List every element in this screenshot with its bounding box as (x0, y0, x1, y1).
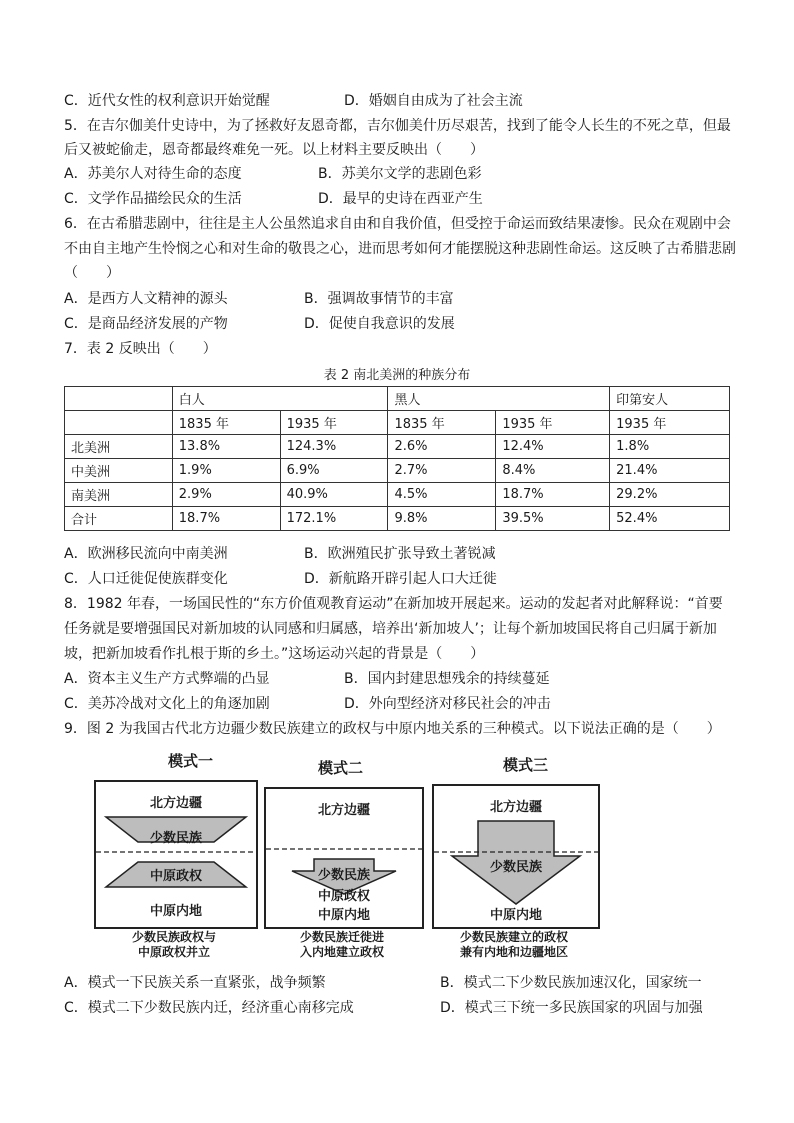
q5-option-d: D．最早的史诗在西亚产生 (318, 191, 483, 207)
q9-option-a: A．模式一下民族关系一直紧张，战争频繁 (64, 975, 326, 991)
value-cell: 29.2% (610, 483, 730, 507)
value-cell: 1.8% (610, 435, 730, 459)
mode1-bottom-label: 中原内地 (149, 904, 202, 919)
q5-option-b: B．苏美尔文学的悲剧色彩 (318, 166, 482, 182)
q9-option-b: B．模式二下少数民族加速汉化，国家统一 (440, 975, 702, 991)
table-caption: 表 2 南北美洲的种族分布 (323, 368, 471, 383)
region-cell: 中美洲 (65, 459, 173, 483)
q7-option-a: A．欧洲移民流向中南美洲 (64, 546, 228, 562)
q4-option-c: C．近代女性的权利意识开始觉醒 (64, 93, 270, 109)
mode1-box (94, 780, 258, 929)
value-cell: 52.4% (610, 507, 730, 531)
q6-option-d: D．促使自我意识的发展 (304, 316, 455, 332)
value-cell: 8.4% (496, 459, 610, 483)
q5-option-a: A．苏美尔人对待生命的态度 (64, 166, 242, 182)
year-cell: 1935 年 (610, 411, 730, 435)
mode1-caption-line2: 中原政权并立 (137, 945, 210, 959)
q9-option-d: D．模式三下统一多民族国家的巩固与加强 (440, 1000, 703, 1016)
value-cell: 18.7% (172, 507, 280, 531)
value-cell: 172.1% (280, 507, 388, 531)
year-cell: 1835 年 (388, 411, 496, 435)
mode2-bottom-label: 中原内地 (317, 908, 370, 923)
value-cell: 124.3% (280, 435, 388, 459)
mode1-title: 模式一 (168, 752, 214, 770)
value-cell: 1.9% (172, 459, 280, 483)
q4-option-d: D．婚姻自由成为了社会主流 (344, 93, 523, 109)
mode3-caption-line1: 少数民族建立的政权 (459, 930, 568, 944)
mode2-caption-line2: 入内地建立政权 (299, 945, 384, 959)
q8-option-b: B．国内封建思想残余的持续蔓延 (344, 671, 550, 687)
value-cell: 6.9% (280, 459, 388, 483)
q6-stem-line3: （ ） (64, 265, 120, 281)
value-cell: 39.5% (496, 507, 610, 531)
q9-option-c: C．模式二下少数民族内迁，经济重心南移完成 (64, 1000, 354, 1016)
q6-stem-line2: 不由自主地产生怜悯之心和对生命的敬畏之心，进而思考如何才能摆脱这种悲剧性命运。这反映了古希腊悲剧 (64, 241, 736, 257)
value-cell: 21.4% (610, 459, 730, 483)
group-header-indigenous: 印第安人 (610, 387, 730, 411)
mode2-box (264, 787, 424, 929)
q8-stem-line1: 8．1982 年春，一场国民性的“东方价值观教育运动”在新加坡开展起来。运动的发起者对此解释说：“首要 (64, 596, 723, 612)
mode3-box (432, 784, 600, 929)
mode3-bottom-label: 中原内地 (489, 908, 542, 923)
mode2-top-label: 北方边疆 (317, 803, 370, 818)
table-year-blank (65, 411, 173, 435)
table-row (65, 459, 730, 483)
value-cell: 18.7% (496, 483, 610, 507)
mode3-top-label: 北方边疆 (489, 800, 542, 815)
table-year-row (65, 411, 730, 435)
mode1-middle-label: 中原政权 (149, 869, 202, 884)
table-header-row (65, 387, 730, 411)
group-header-black: 黑人 (388, 387, 610, 411)
mode2-caption-line1: 少数民族迁徙进 (299, 930, 384, 944)
q9-stem: 9．图 2 为我国古代北方边疆少数民族建立的政权与中原内地关系的三种模式。以下说法正确的是（ ） (64, 721, 721, 737)
region-cell: 合计 (65, 507, 173, 531)
value-cell: 12.4% (496, 435, 610, 459)
mode1-caption-line1: 少数民族政权与 (131, 930, 216, 944)
mode3-arrow-label: 少数民族 (489, 860, 542, 875)
q8-stem-line2: 任务就是要增强国民对新加坡的认同感和归属感，培养出‘新加坡人’；让每个新加坡国民将自己归属于新加 (64, 621, 717, 637)
q8-option-c: C．美苏冷战对文化上的角逐加剧 (64, 696, 270, 712)
q7-option-c: C．人口迁徙促使族群变化 (64, 571, 228, 587)
mode2-middle-label: 中原政权 (317, 889, 370, 904)
race-distribution-table (64, 386, 730, 531)
q6-option-b: B．强调故事情节的丰富 (304, 291, 454, 307)
year-cell: 1935 年 (280, 411, 388, 435)
q5-option-c: C．文学作品描绘民众的生活 (64, 191, 242, 207)
group-header-white: 白人 (172, 387, 388, 411)
mode1-top-label: 北方边疆 (149, 796, 202, 811)
mode2-arrow-label: 少数民族 (317, 868, 370, 883)
value-cell: 2.6% (388, 435, 496, 459)
q5-stem-line1: 5．在吉尔伽美什史诗中，为了拯救好友恩奇都，吉尔伽美什历尽艰苦，找到了能令人长生的不死之草，但最 (64, 118, 731, 134)
value-cell: 9.8% (388, 507, 496, 531)
q7-stem: 7．表 2 反映出（ ） (64, 341, 217, 357)
table-row (65, 483, 730, 507)
q7-option-d: D．新航路开辟引起人口大迁徙 (304, 571, 497, 587)
q8-option-a: A．资本主义生产方式弊端的凸显 (64, 671, 270, 687)
mode1-arrow-label: 少数民族 (149, 831, 202, 846)
q8-stem-line3: 坡，把新加坡看作扎根于斯的乡土。”这场运动兴起的背景是（ ） (64, 646, 485, 662)
value-cell: 13.8% (172, 435, 280, 459)
q5-stem-line2: 后又被蛇偷走，恩奇都最终难免一死。以上材料主要反映出（ ） (64, 142, 484, 158)
table-corner-cell (65, 387, 173, 411)
table-row (65, 507, 730, 531)
value-cell: 40.9% (280, 483, 388, 507)
q6-option-c: C．是商品经济发展的产物 (64, 316, 228, 332)
value-cell: 4.5% (388, 483, 496, 507)
mode3-caption-line2: 兼有内地和边疆地区 (459, 945, 568, 959)
q6-option-a: A．是西方人文精神的源头 (64, 291, 228, 307)
mode3-title: 模式三 (503, 756, 549, 774)
year-cell: 1935 年 (496, 411, 610, 435)
year-cell: 1835 年 (172, 411, 280, 435)
q7-option-b: B．欧洲殖民扩张导致土著锐减 (304, 546, 496, 562)
q6-stem-line1: 6．在古希腊悲剧中，往往是主人公虽然追求自由和自我价值，但受控于命运而致结果凄惨。民众在观剧中会 (64, 216, 731, 232)
region-cell: 北美洲 (65, 435, 173, 459)
value-cell: 2.9% (172, 483, 280, 507)
table-row (65, 435, 730, 459)
region-cell: 南美洲 (65, 483, 173, 507)
value-cell: 2.7% (388, 459, 496, 483)
mode2-title: 模式二 (318, 759, 364, 777)
q8-option-d: D．外向型经济对移民社会的冲击 (344, 696, 551, 712)
